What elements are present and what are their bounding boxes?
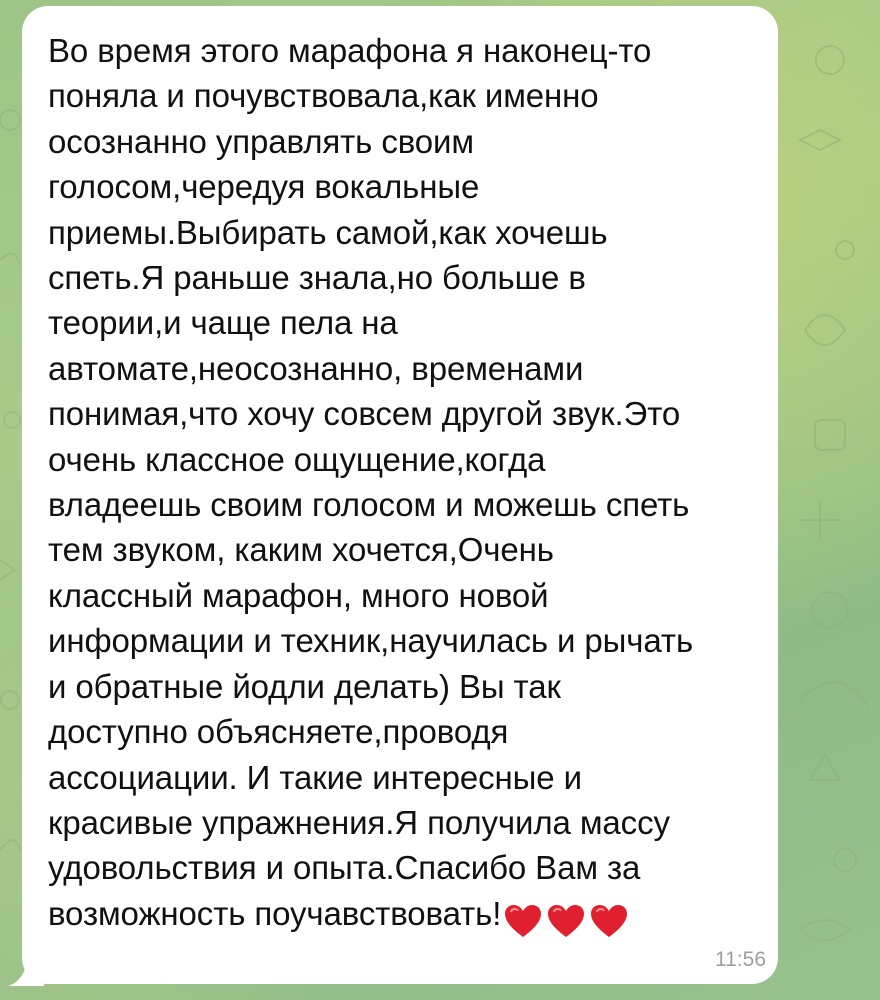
red-heart-icon [503,903,543,939]
red-heart-icon [589,903,629,939]
message-body: Во время этого марафона я наконец-то поняла и почувствовала,как именно осознанно управлять своим голосом,чередуя вокальные приемы.Выбирать самой,как хочешь спеть.Я раньше знала,но больше в теории,и чаще пела на автомате,неосознанно, временами понимая,что хочу совсем другой звук.Это очень классное ощущение,когда владеешь своим голосом и можешь спеть тем звуком, каким хочется,Очень классный марафон, много новой информации и техник,научилась и рычать и обратные йодли делать) Вы так доступно объясняете,проводя ассоциации. И такие интересные и красивые упражнения.Я получила массу удовольствия и опыта.Спасибо Вам за возможность поучавствовать! [48,32,694,932]
emoji-group [503,896,632,941]
message-bubble[interactable] [22,6,778,984]
message-text [48,28,754,941]
red-heart-icon [546,903,586,939]
message-timestamp: 11:56 [715,948,766,971]
